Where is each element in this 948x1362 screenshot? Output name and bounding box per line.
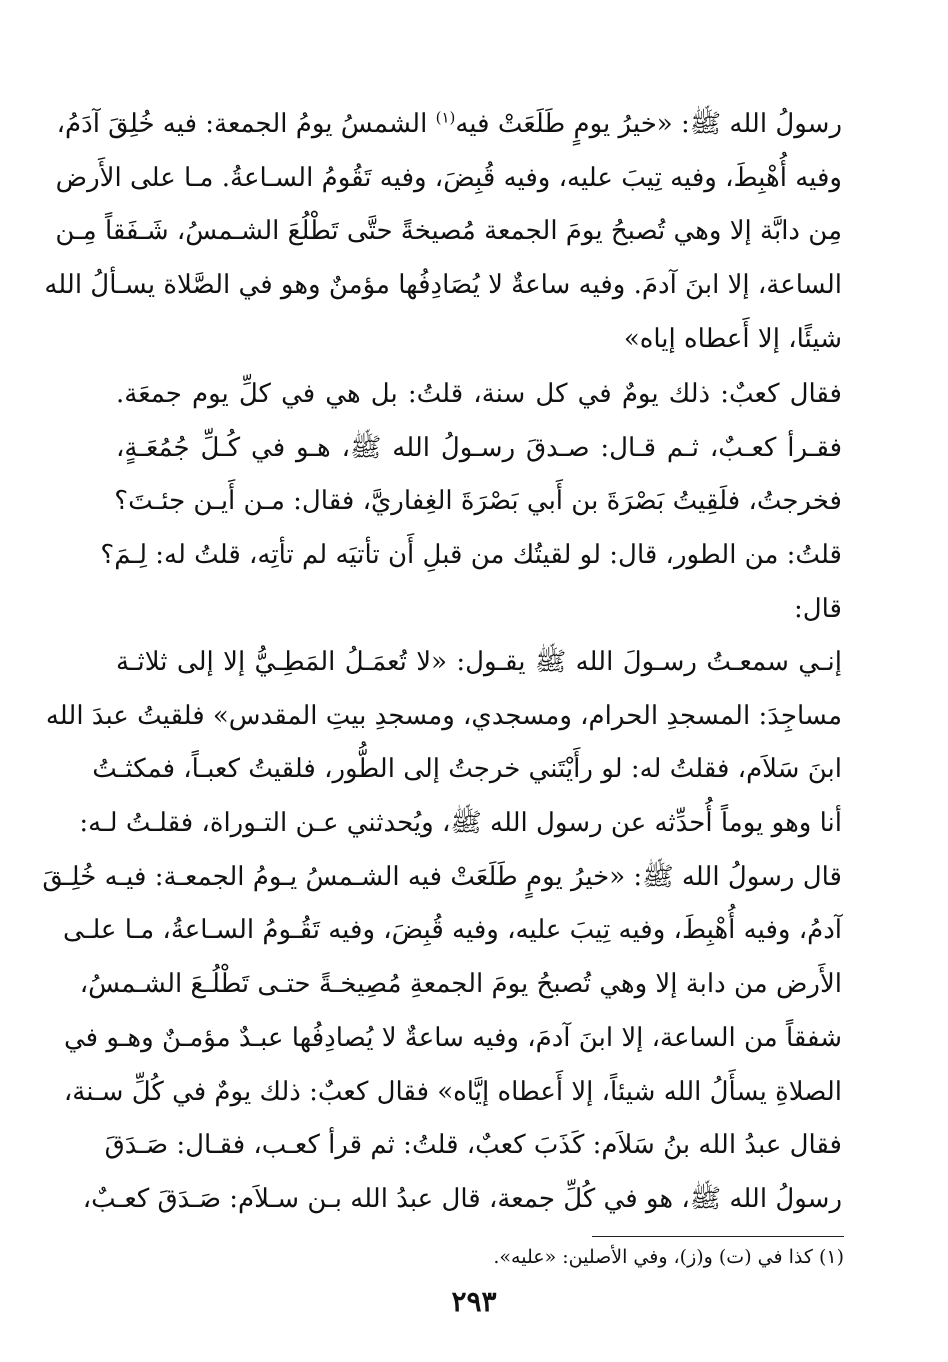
text-line: الأَرض من دابة إلا وهي تُصبحُ يومَ الجمعةِ مُصِيخـةً حتـى تَطْلُـعَ الشـمسُ،	[79, 969, 842, 1000]
page-number: ٢٩٣	[451, 1285, 497, 1318]
text-line: رسولُ الله ﷺ، هو في كُلِّ جمعة، قال عبدُ الله بـن سـلاَم: صَـدَقَ كعـبٌ،	[82, 1183, 842, 1214]
text-line: فقال كعبٌ: ذلك يومٌ في كل سنة، قلتُ: بل هي في كلِّ يوم جمعَة.	[116, 379, 842, 409]
text-line: شيئًا، إلا أَعطاه إياه»	[623, 323, 842, 354]
text-line: أنا وهو يوماً أُحدِّثه عن رسول الله ﷺ، ويُحدثني عـن التـوراة، فقلـتُ لـه:	[79, 808, 842, 839]
footnote-marker: (١)	[435, 108, 456, 127]
text-line: فقـرأ كعـبٌ، ثـم قـال: صـدقَ رسـولُ الله ﷺ، هـو في كُـلِّ جُمُعَـةٍ،	[116, 432, 842, 463]
text-line: وفيه أُهْبِطَ، وفيه تِيبَ عليه، وفيه قُبِضَ، وفيه تَقُومُ السـاعةُ. مـا على الأَرض	[55, 162, 842, 193]
paragraph-3	[42, 636, 842, 1227]
text-line: ابنَ سَلاَم، فقلتُ له: لو رأَيْتَني خرجتُ إلى الطُّور، فلقيتُ كعبـاً، فمكثـتُ	[92, 754, 842, 785]
text-line: شفقاً من الساعة، إلا ابنَ آدمَ، وفيه ساعةٌ لا يُصادِفُها عبـدٌ مؤمـنٌ وهـو في	[64, 1022, 842, 1053]
paragraph-1	[44, 98, 842, 366]
line-text-continued: الشمسُ يومُ الجمعة: فيه خُلِقَ آدَمُ،	[56, 109, 436, 139]
text-line: الساعة، إلا ابنَ آدمَ. وفيه ساعةٌ لا يُصَادِفُها مؤمنٌ وهو في الصَّلاة يسـألُ الله	[44, 270, 842, 301]
text-line: مِن دابَّة إلا وهي تُصبحُ يومَ الجمعة مُصيخةً حتَّى تَطْلُعَ الشـمسُ، شَـفَقاً مِـن	[55, 216, 842, 247]
footnote: (١) كذا في (ت) و(ز)، وفي الأصلين: «عليه».	[493, 1246, 844, 1268]
footnote-divider	[592, 1236, 844, 1237]
text-line: قال رسولُ الله ﷺ: «خيرُ يومٍ طَلَعَتْ فيه الشـمسُ يـومُ الجمعـة: فيـه خُلِـقَ	[42, 861, 842, 892]
text-line: إنـي سمعـتُ رسـولَ الله ﷺ يقـول: «لا تُعمَـلُ المَطِـيُّ إلا إلى ثلاثـة	[116, 647, 842, 677]
text-line: قلتُ: من الطور، قال: لو لقيتُك من قبلِ أَن تأتيَه لم تأتِه، قلتُ له: لِـمَ؟	[100, 540, 842, 571]
text-line: الصلاةِ يسأَلُ الله شيئاً، إلا أَعطاه إيَّاه» فقال كعبٌ: ذلك يومٌ في كُلِّ سـنة،	[63, 1076, 842, 1107]
text-line: آدمُ، وفيه أُهْبِطَ، وفيه تِيبَ عليه، وفيه قُبِضَ، وفيه تَقُـومُ السـاعةُ، مـا علـى	[63, 915, 842, 946]
text-line	[56, 98, 842, 152]
text-line: فخرجتُ، فلَقِيتُ بَصْرَةَ بن أَبي بَصْرَةَ الغِفاريَّ، فقال: مـن أَيـن جئـتَ؟	[114, 486, 842, 517]
paragraph-2	[100, 368, 842, 636]
line-text: رسولُ الله ﷺ: «خيرُ يومٍ طَلَعَتْ فيه	[455, 109, 842, 139]
text-line: قال:	[793, 593, 842, 624]
text-line: فقال عبدُ الله بنُ سَلاَم: كَذَبَ كعبٌ، قلتُ: ثم قرأ كعـب، فقـال: صَـدَقَ	[104, 1130, 842, 1161]
text-line: مساجِدَ: المسجدِ الحرام، ومسجدي، ومسجدِ بيتِ المقدس» فلقيتُ عبدَ الله	[45, 700, 842, 731]
